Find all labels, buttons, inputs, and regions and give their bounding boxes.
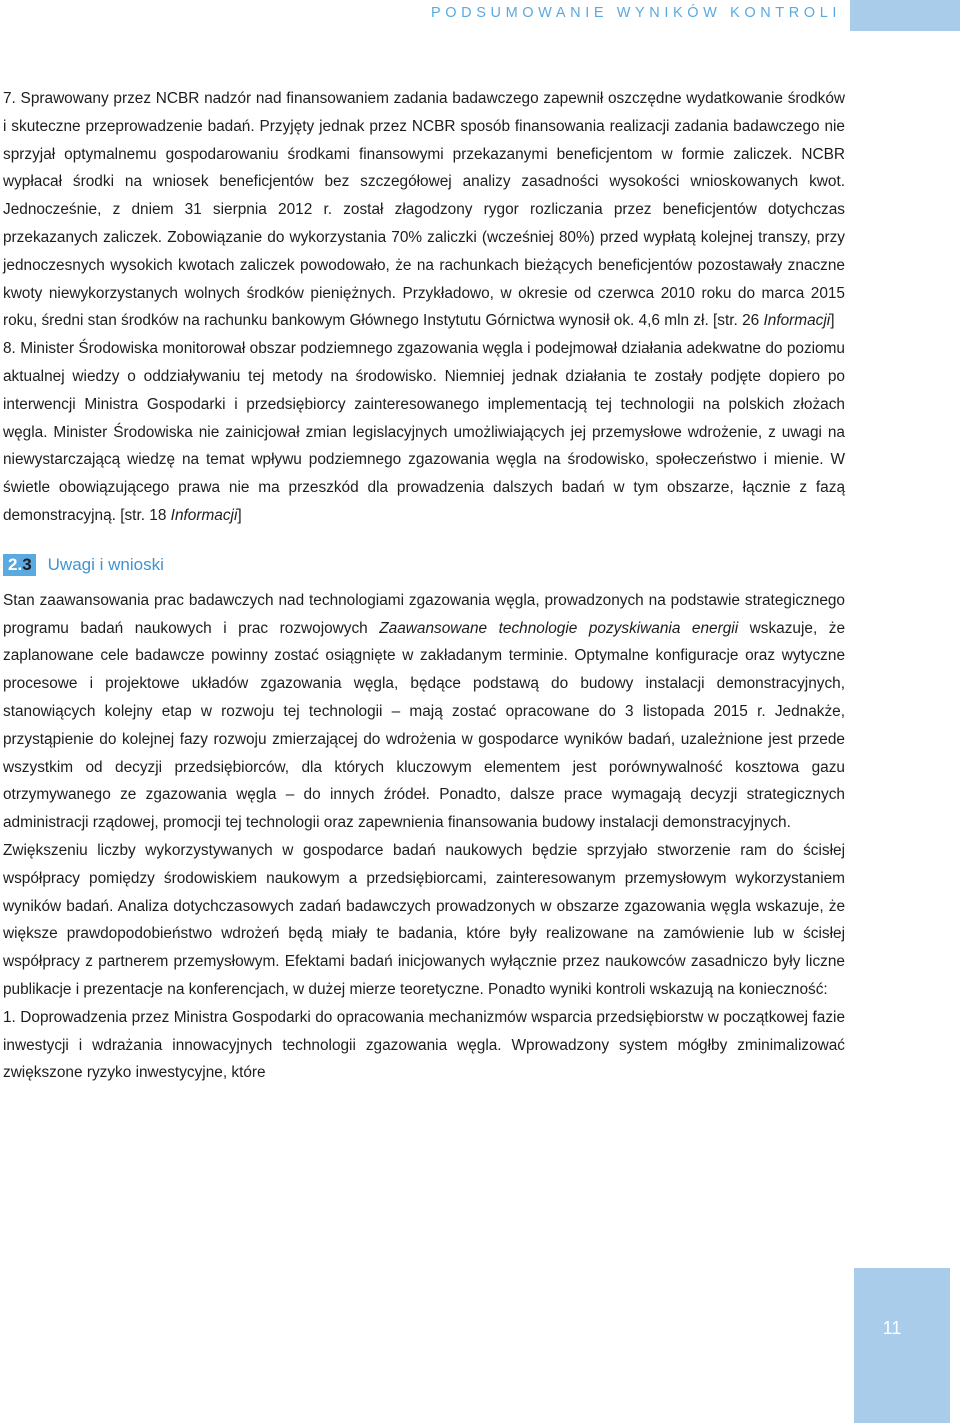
page-number-box <box>854 1268 950 1423</box>
reference-italic: Informacji <box>170 506 238 524</box>
reference-italic: Informacji <box>763 312 831 330</box>
paragraph-cooperation: Zwiększeniu liczby wykorzystywanych w gospodarce badań naukowych będzie sprzyjało stworzenie ram do ścisłej współpracy pomiędzy środowiskiem naukowym a przedsiębiorcami, zainteresowanym przemysłowym wykorzystaniem wyników badań. Analiza dotychczasowych zadań badawczych prowadzonych w obszarze zgazowania węgla wskazuje, że większe prawdopodobieństwo wdrożeń będą miały te badania, które były realizowane na zamówienie lub w ścisłej współpracy z partnerem przemysłowym. Efektami badań inicjowanych wyłącznie przez naukowców zasadniczo były liczne publikacje i prezentacje na konferencjach, w dużej mierze teoretyczne. Ponadto wyniki kontroli wskazują na konieczność: <box>3 841 845 998</box>
section-number: 2.3 <box>3 554 36 576</box>
paragraph-status: Stan zaawansowania prac badawczych nad technologiami zgazowania węgla, prowadzonych na podstawie strategicznego programu badań naukowych i prac rozwojowych Zaawansowane technologie pozyskiwania energii wskazuje, że zaplanowane cele badawcze powinny zostać osiągnięte w zakładanym terminie. Optymalne konfiguracje oraz wytyczne procesowe i projektowe układów zgazowania węgla, będące podstawą do budowy instalacji demonstracyjnych, stanowiących kolejny etap w rozwoju tej technologii – mają zostać opracowane do 3 listopada 2015 r. Jednakże, przystąpienie do kolejnej fazy rozwoju zmierzającej do wdrożenia w gospodarce wyników badań, uzależnione jest przede wszystkim od decyzji przedsiębiorców, dla których kluczowym elementem jest porównywalność kosztowa gazu otrzymywanego ze zgazowania węgla – do innych źródeł. Ponadto, dalsze prace wymagają decyzji strategicznych administracji rządowej, promocji tej technologii oraz zapewnienia finansowania budowy instalacji demonstracyjnych. <box>3 591 846 832</box>
paragraph-8: 8. Minister Środowiska monitorował obszar podziemnego zgazowania węgla i podejmował działania adekwatne do poziomu aktualnej wiedzy o oddziaływaniu tej metody na środowisko. Niemniej jednak działania te zostały podjęte dopiero po interwencji Ministra Gospodarki i przedsiębiorcy zainteresowanego implementacją tej technologii na polskich złożach węgla. Minister Środowiska nie zainicjował zmian legislacyjnych umożliwiających jej przemysłowe wdrożenie, z uwagi na niewystarczającą wiedzę na temat wpływu podziemnego zgazowania węgla na środowisko, społeczeństwo i mienie. W świetle obowiązującego prawa nie ma przeszkód dla prowadzenia dalszych badań w tym obszarze, łącznie z fazą demonstracyjną. [str. 18 Informacji] <box>3 340 845 524</box>
paragraph-recommendation-1: 1. Doprowadzenia przez Ministra Gospodarki do opracowania mechanizmów wsparcia przedsiębiorstw w początkowej fazie inwestycji i wdrażania innowacyjnych technologii zgazowania węgla. Wprowadzony system mógłby zminimalizować zwiększone ryzyko inwestycyjne, które <box>3 1008 845 1082</box>
paragraph-7: 7. Sprawowany przez NCBR nadzór nad finansowaniem zadania badawczego zapewnił oszczędne wydatkowanie środków i skuteczne przeprowadzenie badań. Przyjęty jednak przez NCBR sposób finansowania realizacji zadania badawczego nie sprzyjał optymalnemu gospodarowaniu środkami finansowymi przekazanymi beneficjentom w formie zaliczek. NCBR wypłacał środki na wniosek beneficjentów bez szczegółowej analizy zasadności wysokości wnioskowanych kwot. Jednocześnie, z dniem 31 sierpnia 2012 r. został złagodzony rygor rozliczania przez beneficjentów dotychczas przekazanych zaliczek. Zobowiązanie do wykorzystania 70% zaliczki (wcześniej 80%) przed wypłatą kolejnej transzy, przy jednoczesnych wysokich kwotach zaliczek powodowało, że na rachunkach bieżących beneficjentów pozostawały znaczne kwoty niewykorzystanych wolnych środków pieniężnych. Przykładowo, w okresie od czerwca 2010 roku do marca 2015 roku, średni stan środków na rachunku bankowym Głównego Instytutu Górnictwa wynosił ok. 4,6 mln zł. [str. 26 Informacji] <box>3 90 845 330</box>
section-heading <box>3 552 845 579</box>
header-color-block <box>850 0 960 31</box>
spacer <box>3 530 845 552</box>
section-title: Uwagi i wnioski <box>47 555 164 575</box>
page-number: 11 <box>882 1318 902 1338</box>
program-title-italic: Zaawansowane technologie pozyskiwania energii <box>379 619 739 637</box>
page-content <box>3 85 845 1087</box>
running-header: PODSUMOWANIE WYNIKÓW KONTROLI <box>431 5 841 21</box>
